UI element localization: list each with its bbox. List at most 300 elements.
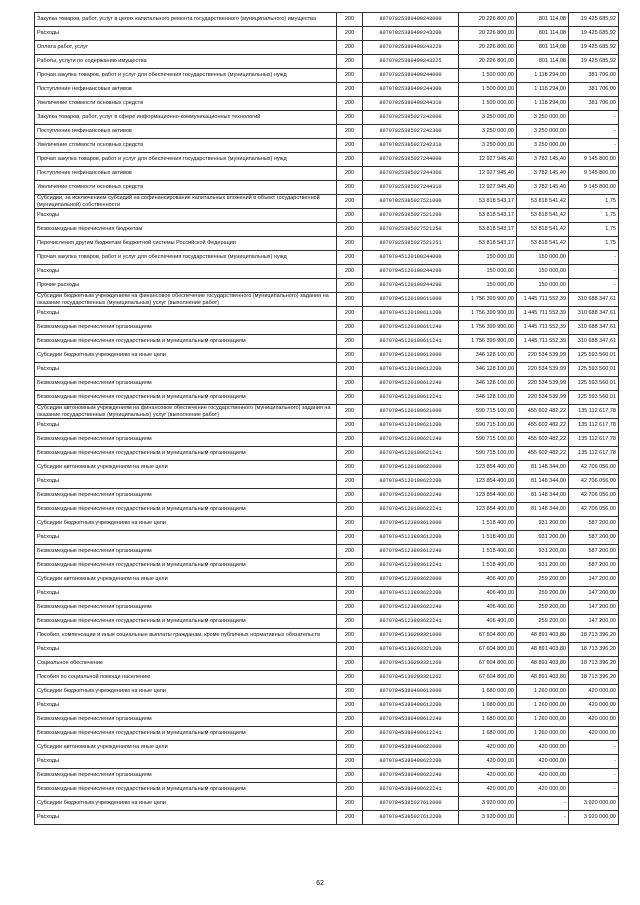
row-approved-amount: 150 000,00	[459, 251, 517, 265]
row-unexecuted-amount: 381 706,00	[569, 97, 619, 111]
row-name: Безвозмездные перечисления организациям	[35, 489, 337, 503]
row-name: Расходы	[35, 811, 337, 825]
row-approved-amount: 3 920 000,00	[459, 811, 517, 825]
table-row	[35, 391, 619, 405]
row-unexecuted-amount: 135 112 617,78	[569, 433, 619, 447]
row-unexecuted-amount: 125 593 560,01	[569, 391, 619, 405]
row-name: Расходы	[35, 475, 337, 489]
table-row	[35, 279, 619, 293]
row-name: Расходы	[35, 419, 337, 433]
row-executed-amount: 3 250 000,00	[517, 125, 569, 139]
row-name: Безвозмездные перечисления организациям	[35, 713, 337, 727]
row-unexecuted-amount: 310 688 347,61	[569, 293, 619, 307]
row-unexecuted-amount: 587 200,00	[569, 531, 619, 545]
table-row	[35, 237, 619, 251]
row-name: Расходы	[35, 209, 337, 223]
row-executed-amount: 53 818 541,42	[517, 237, 569, 251]
row-name: Поступление нефинансовых активов	[35, 167, 337, 181]
table-row	[35, 615, 619, 629]
row-unexecuted-amount: 310 688 347,61	[569, 321, 619, 335]
row-code: 200	[337, 573, 363, 587]
row-classification-code: 80707025385027242300	[363, 125, 459, 139]
row-approved-amount: 20 226 800,00	[459, 13, 517, 27]
row-classification-code: 80707045120100621241	[363, 447, 459, 461]
table-row	[35, 643, 619, 657]
row-unexecuted-amount: 1,75	[569, 237, 619, 251]
row-classification-code: 80707025380400244310	[363, 97, 459, 111]
row-executed-amount: 1 260 000,00	[517, 713, 569, 727]
table-row	[35, 13, 619, 27]
row-name: Безвозмездные перечисления организациям	[35, 545, 337, 559]
table-row	[35, 545, 619, 559]
row-unexecuted-amount: 18 713 396,20	[569, 657, 619, 671]
table-row	[35, 195, 619, 209]
row-code: 200	[337, 545, 363, 559]
row-approved-amount: 590 715 100,00	[459, 433, 517, 447]
row-executed-amount: 48 891 403,80	[517, 643, 569, 657]
row-approved-amount: 420 000,00	[459, 783, 517, 797]
row-executed-amount: 1 260 000,00	[517, 699, 569, 713]
row-code: 200	[337, 237, 363, 251]
row-code: 200	[337, 587, 363, 601]
row-approved-amount: 1 518 400,00	[459, 517, 517, 531]
row-code: 200	[337, 153, 363, 167]
row-executed-amount: 53 818 541,42	[517, 209, 569, 223]
table-row	[35, 209, 619, 223]
row-approved-amount: 1 756 399 900,00	[459, 293, 517, 307]
row-name: Безвозмездные перечисления организациям	[35, 433, 337, 447]
row-name: Субсидии бюджетным учреждениям на иные цели	[35, 517, 337, 531]
row-executed-amount: 455 602 482,22	[517, 447, 569, 461]
row-code: 200	[337, 629, 363, 643]
row-name: Увеличение стоимости основных средств	[35, 139, 337, 153]
row-approved-amount: 67 604 800,00	[459, 657, 517, 671]
row-approved-amount: 67 604 800,00	[459, 629, 517, 643]
row-approved-amount: 346 128 100,00	[459, 363, 517, 377]
row-approved-amount: 150 000,00	[459, 279, 517, 293]
row-approved-amount: 1 756 399 900,00	[459, 307, 517, 321]
row-classification-code: 80707025385027244310	[363, 181, 459, 195]
row-executed-amount: -	[517, 811, 569, 825]
expenditure-table	[34, 12, 619, 825]
row-approved-amount: 406 400,00	[459, 601, 517, 615]
row-code: 200	[337, 41, 363, 55]
table-row	[35, 83, 619, 97]
table-row	[35, 251, 619, 265]
row-classification-code: 80707045120100612240	[363, 377, 459, 391]
table-row	[35, 657, 619, 671]
table-row	[35, 447, 619, 461]
row-code: 200	[337, 83, 363, 97]
table-row	[35, 601, 619, 615]
row-executed-amount: 81 148 344,00	[517, 475, 569, 489]
row-executed-amount: 455 602 482,22	[517, 405, 569, 419]
table-row	[35, 699, 619, 713]
row-classification-code: 80707025385027521000	[363, 195, 459, 209]
row-unexecuted-amount: 18 713 396,20	[569, 643, 619, 657]
row-classification-code: 80707045120100612241	[363, 391, 459, 405]
table-row	[35, 713, 619, 727]
row-unexecuted-amount: 9 145 800,00	[569, 153, 619, 167]
row-name: Перечисления другим бюджетам бюджетной системы Российской Федерации	[35, 237, 337, 251]
row-approved-amount: 1 756 399 900,00	[459, 335, 517, 349]
row-code: 200	[337, 475, 363, 489]
row-executed-amount: 220 534 539,99	[517, 377, 569, 391]
row-executed-amount: 48 891 403,80	[517, 629, 569, 643]
row-approved-amount: 1 500 000,00	[459, 97, 517, 111]
row-unexecuted-amount: 147 200,00	[569, 615, 619, 629]
row-name: Безвозмездные перечисления организациям	[35, 601, 337, 615]
row-classification-code: 80707045120100622000	[363, 461, 459, 475]
table-row	[35, 181, 619, 195]
row-approved-amount: 123 854 400,00	[459, 489, 517, 503]
row-code: 200	[337, 167, 363, 181]
row-executed-amount: 1 118 294,00	[517, 69, 569, 83]
row-approved-amount: 1 680 000,00	[459, 685, 517, 699]
row-name: Прочая закупка товаров, работ и услуг для обеспечения государственных (муниципальных) нужд	[35, 69, 337, 83]
row-name: Безвозмездные перечисления государственным и муниципальным организациям	[35, 447, 337, 461]
row-code: 200	[337, 713, 363, 727]
row-name: Расходы	[35, 531, 337, 545]
row-classification-code: 80707025385027244000	[363, 153, 459, 167]
row-classification-code: 80707045120100621240	[363, 433, 459, 447]
row-classification-code: 80707025385027521200	[363, 209, 459, 223]
row-name: Безвозмездные перечисления государственным и муниципальным организациям	[35, 783, 337, 797]
row-executed-amount: -	[517, 797, 569, 811]
row-approved-amount: 67 604 800,00	[459, 643, 517, 657]
row-classification-code: 80707045130293321000	[363, 629, 459, 643]
row-classification-code: 80707025380400243225	[363, 55, 459, 69]
row-executed-amount: 1 445 711 552,39	[517, 307, 569, 321]
row-executed-amount: 931 200,00	[517, 517, 569, 531]
row-name: Субсидии бюджетным учреждениям на иные цели	[35, 685, 337, 699]
row-name: Безвозмездные перечисления государственным и муниципальным организациям	[35, 559, 337, 573]
table-row	[35, 517, 619, 531]
row-unexecuted-amount: 42 706 056,00	[569, 489, 619, 503]
row-executed-amount: 455 602 482,22	[517, 433, 569, 447]
row-unexecuted-amount: 42 706 056,00	[569, 461, 619, 475]
row-classification-code: 80707045380400622241	[363, 783, 459, 797]
row-name: Безвозмездные перечисления организациям	[35, 377, 337, 391]
row-name: Субсидии автономным учреждениям на финансовое обеспечение государственного (муниципального) задания на оказание государственных (муниципальных) услуг (выполнение работ)	[35, 405, 337, 419]
table-row	[35, 139, 619, 153]
row-code: 200	[337, 195, 363, 209]
row-approved-amount: 3 920 000,00	[459, 797, 517, 811]
row-unexecuted-amount: 147 200,00	[569, 587, 619, 601]
row-code: 200	[337, 531, 363, 545]
row-name: Безвозмездные перечисления бюджетам	[35, 223, 337, 237]
row-classification-code: 80707045120100244000	[363, 251, 459, 265]
row-approved-amount: 123 854 400,00	[459, 461, 517, 475]
row-approved-amount: 53 818 543,17	[459, 223, 517, 237]
row-name: Субсидии бюджетным учреждениям на финансовое обеспечение государственного (муниципального) задания на оказание государственных (муниципальных) услуг (выполнение работ)	[35, 293, 337, 307]
table-row	[35, 111, 619, 125]
row-approved-amount: 1 500 000,00	[459, 83, 517, 97]
row-approved-amount: 1 518 400,00	[459, 531, 517, 545]
row-approved-amount: 150 000,00	[459, 265, 517, 279]
row-code: 200	[337, 601, 363, 615]
row-classification-code: 80707045120100611200	[363, 307, 459, 321]
row-executed-amount: 420 000,00	[517, 755, 569, 769]
row-approved-amount: 406 400,00	[459, 615, 517, 629]
row-unexecuted-amount: 420 000,00	[569, 685, 619, 699]
row-approved-amount: 1 518 400,00	[459, 545, 517, 559]
row-executed-amount: 53 818 541,42	[517, 223, 569, 237]
row-executed-amount: 150 000,00	[517, 265, 569, 279]
row-executed-amount: 220 534 539,99	[517, 349, 569, 363]
row-classification-code: 80707045120100244200	[363, 265, 459, 279]
row-approved-amount: 590 715 100,00	[459, 447, 517, 461]
row-classification-code: 80707045385027612000	[363, 797, 459, 811]
row-classification-code: 80707045120100611000	[363, 293, 459, 307]
row-code: 200	[337, 293, 363, 307]
row-approved-amount: 20 226 800,00	[459, 27, 517, 41]
row-unexecuted-amount: 3 920 000,00	[569, 811, 619, 825]
row-executed-amount: 931 200,00	[517, 531, 569, 545]
row-executed-amount: 1 118 294,00	[517, 97, 569, 111]
row-classification-code: 80707045380400612000	[363, 685, 459, 699]
row-classification-code: 80707025385027521250	[363, 223, 459, 237]
row-unexecuted-amount: 1,75	[569, 209, 619, 223]
row-approved-amount: 53 818 543,17	[459, 237, 517, 251]
row-name: Субсидии автономным учреждениям на иные цели	[35, 741, 337, 755]
row-code: 200	[337, 377, 363, 391]
row-classification-code: 80707045123893612000	[363, 517, 459, 531]
table-row	[35, 125, 619, 139]
row-approved-amount: 1 518 400,00	[459, 559, 517, 573]
row-classification-code: 80707045120100244290	[363, 279, 459, 293]
row-executed-amount: 455 602 482,22	[517, 419, 569, 433]
row-classification-code: 80707025380400244000	[363, 69, 459, 83]
table-row	[35, 573, 619, 587]
row-unexecuted-amount: -	[569, 769, 619, 783]
row-code: 200	[337, 125, 363, 139]
table-row	[35, 629, 619, 643]
row-unexecuted-amount: -	[569, 755, 619, 769]
row-executed-amount: 1 445 711 552,39	[517, 335, 569, 349]
row-classification-code: 80707045123893622000	[363, 573, 459, 587]
table-row	[35, 685, 619, 699]
table-row	[35, 321, 619, 335]
row-unexecuted-amount: 310 688 347,61	[569, 307, 619, 321]
row-classification-code: 80707045380400622200	[363, 755, 459, 769]
row-executed-amount: 3 782 145,40	[517, 181, 569, 195]
row-executed-amount: 420 000,00	[517, 783, 569, 797]
row-classification-code: 80707025380400243220	[363, 41, 459, 55]
table-row	[35, 153, 619, 167]
row-executed-amount: 3 782 145,40	[517, 153, 569, 167]
row-executed-amount: 259 200,00	[517, 615, 569, 629]
row-name: Закупка товаров, работ, услуг в сфере информационно-коммуникационных технологий	[35, 111, 337, 125]
row-name: Безвозмездные перечисления государственным и муниципальным организациям	[35, 391, 337, 405]
row-code: 200	[337, 783, 363, 797]
row-code: 200	[337, 699, 363, 713]
row-classification-code: 80707045380400612200	[363, 699, 459, 713]
row-classification-code: 80707045130293321260	[363, 657, 459, 671]
row-executed-amount: 150 000,00	[517, 279, 569, 293]
row-executed-amount: 1 260 000,00	[517, 727, 569, 741]
row-classification-code: 80707025380400244300	[363, 83, 459, 97]
table-row	[35, 461, 619, 475]
row-unexecuted-amount: 135 112 617,78	[569, 419, 619, 433]
row-approved-amount: 346 128 100,00	[459, 377, 517, 391]
row-code: 200	[337, 335, 363, 349]
row-code: 200	[337, 811, 363, 825]
row-name: Расходы	[35, 699, 337, 713]
page-number: 62	[316, 880, 324, 887]
row-unexecuted-amount: 587 200,00	[569, 545, 619, 559]
row-unexecuted-amount: 381 706,00	[569, 69, 619, 83]
row-classification-code: 80707025380400243000	[363, 13, 459, 27]
table-row	[35, 503, 619, 517]
row-code: 200	[337, 489, 363, 503]
row-name: Прочая закупка товаров, работ и услуг для обеспечения государственных (муниципальных) нужд	[35, 251, 337, 265]
row-classification-code: 80707045123893622200	[363, 587, 459, 601]
row-name: Поступление нефинансовых активов	[35, 125, 337, 139]
row-code: 200	[337, 419, 363, 433]
row-classification-code: 80707025385027242000	[363, 111, 459, 125]
row-classification-code: 80707045385027612200	[363, 811, 459, 825]
row-name: Субсидии, за исключением субсидий на софинансирование капитальных вложений в объект государственной (муниципальной) собственности	[35, 195, 337, 209]
row-approved-amount: 20 226 800,00	[459, 55, 517, 69]
row-code: 200	[337, 433, 363, 447]
table-row	[35, 349, 619, 363]
row-unexecuted-amount: 125 593 560,01	[569, 363, 619, 377]
row-classification-code: 80707045120100621200	[363, 419, 459, 433]
row-classification-code: 80707045120100611241	[363, 335, 459, 349]
row-classification-code: 80707045123893622241	[363, 615, 459, 629]
table-row	[35, 769, 619, 783]
table-row	[35, 797, 619, 811]
row-unexecuted-amount: 9 145 800,00	[569, 181, 619, 195]
row-approved-amount: 1 500 000,00	[459, 69, 517, 83]
table-row	[35, 475, 619, 489]
row-name: Безвозмездные перечисления государственным и муниципальным организациям	[35, 615, 337, 629]
row-name: Расходы	[35, 27, 337, 41]
table-row	[35, 433, 619, 447]
table-row	[35, 671, 619, 685]
row-approved-amount: 590 715 100,00	[459, 419, 517, 433]
row-code: 200	[337, 307, 363, 321]
row-approved-amount: 3 250 000,00	[459, 111, 517, 125]
row-executed-amount: 801 114,08	[517, 13, 569, 27]
row-unexecuted-amount: -	[569, 265, 619, 279]
table-row	[35, 727, 619, 741]
row-approved-amount: 123 854 400,00	[459, 503, 517, 517]
row-classification-code: 80707045380400612240	[363, 713, 459, 727]
row-name: Закупка товаров, работ, услуг в целях капитального ремонта государственного (муниципального) имущества	[35, 13, 337, 27]
row-unexecuted-amount: 1,75	[569, 223, 619, 237]
row-name: Социальное обеспечение	[35, 657, 337, 671]
row-executed-amount: 801 114,08	[517, 27, 569, 41]
row-name: Субсидии бюджетным учреждениям на иные цели	[35, 797, 337, 811]
row-approved-amount: 1 680 000,00	[459, 699, 517, 713]
row-name: Пособия по социальной помощи населению	[35, 671, 337, 685]
table-row	[35, 377, 619, 391]
row-executed-amount: 801 114,08	[517, 41, 569, 55]
row-name: Прочие расходы	[35, 279, 337, 293]
table-row	[35, 167, 619, 181]
row-executed-amount: 81 148 344,00	[517, 503, 569, 517]
row-classification-code: 80707045120100622241	[363, 503, 459, 517]
row-executed-amount: 931 200,00	[517, 545, 569, 559]
row-executed-amount: 1 445 711 552,39	[517, 293, 569, 307]
row-executed-amount: 259 200,00	[517, 573, 569, 587]
row-name: Расходы	[35, 755, 337, 769]
table-row	[35, 335, 619, 349]
row-approved-amount: 123 854 400,00	[459, 475, 517, 489]
row-name: Увеличение стоимости основных средств	[35, 97, 337, 111]
table-row	[35, 559, 619, 573]
table-row	[35, 587, 619, 601]
row-approved-amount: 3 250 000,00	[459, 139, 517, 153]
row-name: Расходы	[35, 643, 337, 657]
row-unexecuted-amount: 420 000,00	[569, 727, 619, 741]
row-name: Расходы	[35, 587, 337, 601]
table-row	[35, 293, 619, 307]
row-unexecuted-amount: 147 200,00	[569, 573, 619, 587]
row-executed-amount: 931 200,00	[517, 559, 569, 573]
table-row	[35, 55, 619, 69]
row-classification-code: 80707045120100622200	[363, 475, 459, 489]
row-code: 200	[337, 251, 363, 265]
row-unexecuted-amount: -	[569, 125, 619, 139]
row-code: 200	[337, 349, 363, 363]
table-row	[35, 69, 619, 83]
row-classification-code: 80707045120100611240	[363, 321, 459, 335]
row-code: 200	[337, 685, 363, 699]
row-approved-amount: 20 226 800,00	[459, 41, 517, 55]
row-code: 200	[337, 447, 363, 461]
row-name: Субсидии бюджетным учреждениям на иные цели	[35, 349, 337, 363]
row-unexecuted-amount: 587 200,00	[569, 559, 619, 573]
row-code: 200	[337, 97, 363, 111]
table-row	[35, 307, 619, 321]
row-executed-amount: 420 000,00	[517, 741, 569, 755]
row-unexecuted-amount: 125 593 560,01	[569, 377, 619, 391]
row-executed-amount: 259 200,00	[517, 587, 569, 601]
row-executed-amount: 259 200,00	[517, 601, 569, 615]
row-unexecuted-amount: 42 706 056,00	[569, 475, 619, 489]
row-name: Пособия, компенсации и иные социальные выплаты гражданам, кроме публичных нормативных обязательств	[35, 629, 337, 643]
row-approved-amount: 12 927 945,40	[459, 167, 517, 181]
row-approved-amount: 346 128 100,00	[459, 349, 517, 363]
row-executed-amount: 150 000,00	[517, 251, 569, 265]
row-name: Безвозмездные перечисления государственным и муниципальным организациям	[35, 503, 337, 517]
row-approved-amount: 3 250 000,00	[459, 125, 517, 139]
row-approved-amount: 53 818 543,17	[459, 195, 517, 209]
row-name: Расходы	[35, 363, 337, 377]
row-classification-code: 80707045123893612241	[363, 559, 459, 573]
row-executed-amount: 1 260 000,00	[517, 685, 569, 699]
row-code: 200	[337, 279, 363, 293]
row-code: 200	[337, 363, 363, 377]
row-classification-code: 80707045123893612200	[363, 531, 459, 545]
row-name: Работы, услуги по содержанию имущества	[35, 55, 337, 69]
table-row	[35, 755, 619, 769]
row-code: 200	[337, 671, 363, 685]
row-classification-code: 80707045380400622000	[363, 741, 459, 755]
row-approved-amount: 12 927 945,40	[459, 153, 517, 167]
row-name: Оплата работ, услуг	[35, 41, 337, 55]
row-unexecuted-amount: -	[569, 279, 619, 293]
row-name: Расходы	[35, 307, 337, 321]
row-code: 200	[337, 111, 363, 125]
table-row	[35, 363, 619, 377]
table-row	[35, 811, 619, 825]
row-executed-amount: 3 250 000,00	[517, 139, 569, 153]
row-executed-amount: 1 445 711 552,39	[517, 321, 569, 335]
